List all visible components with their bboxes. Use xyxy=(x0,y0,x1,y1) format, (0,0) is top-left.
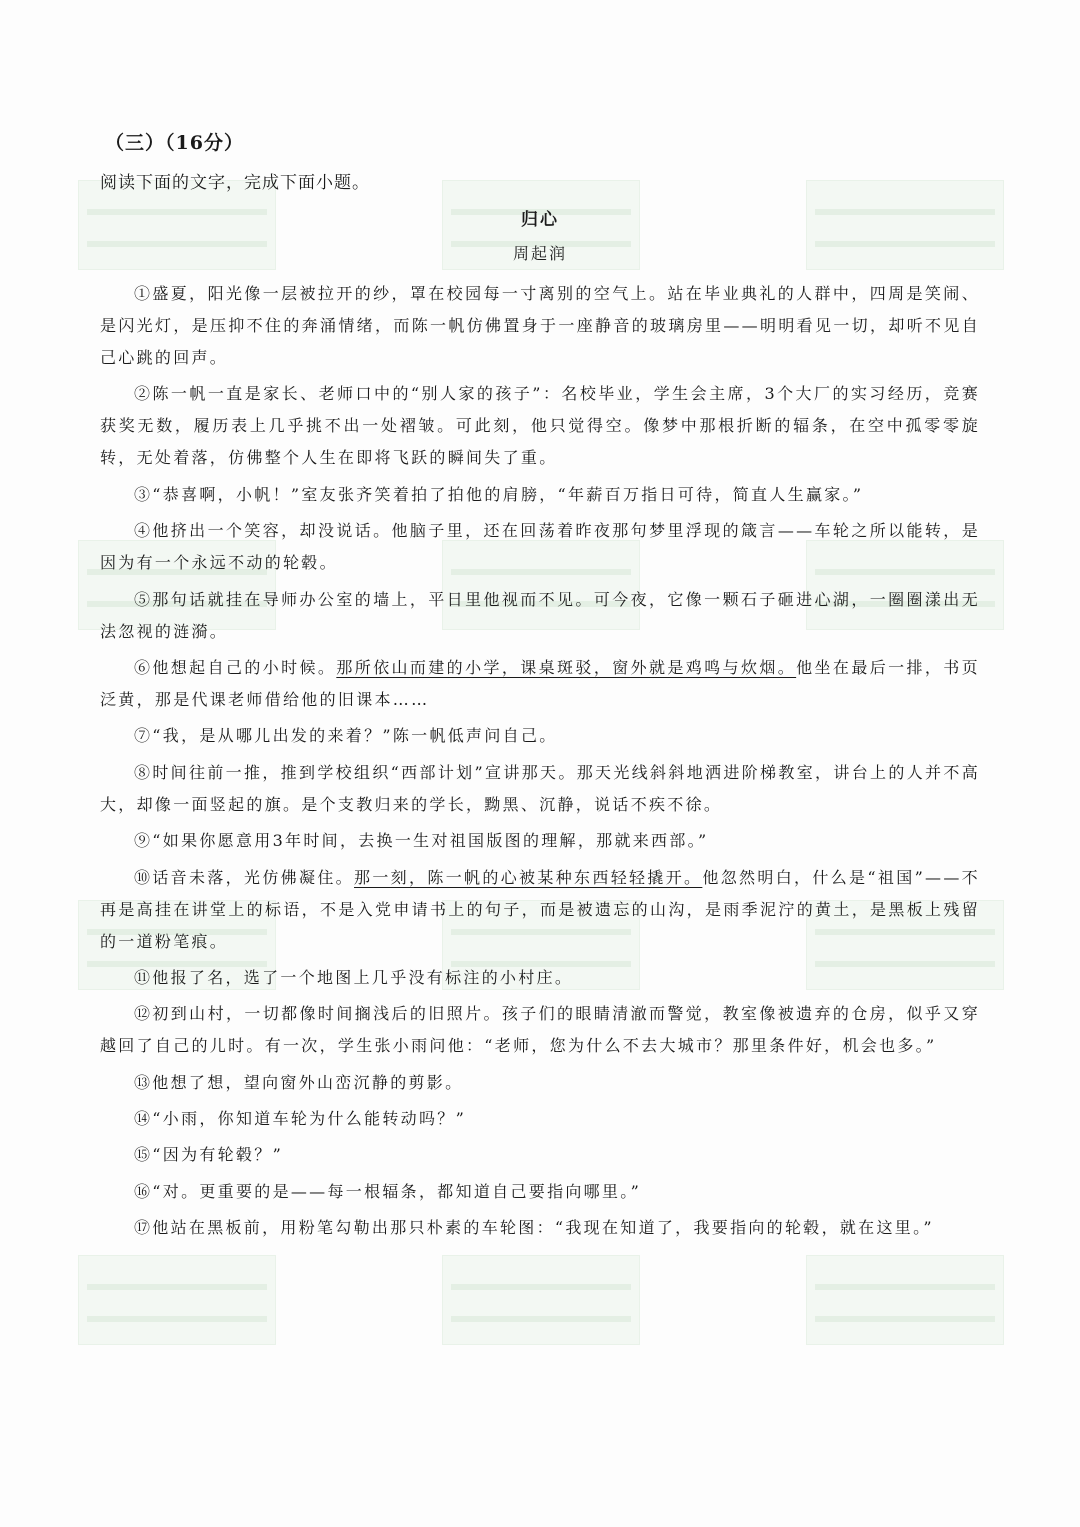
paragraph-text: ⑭“小雨，你知道车轮为什么能转动吗？” xyxy=(134,1109,467,1129)
paragraph xyxy=(100,720,980,752)
underlined-sentence: 那所依山而建的小学，课桌斑驳，窗外就是鸡鸣与炊烟。 xyxy=(336,657,797,677)
paragraph xyxy=(100,1212,980,1244)
paragraph-text: ⑰他站在黑板前，用粉笔勾勒出那只朴素的车轮图：“我现在知道了，我要指向的轮毂，就在这里。” xyxy=(134,1218,934,1238)
paragraph-text: ⑥他想起自己的小时候。 xyxy=(134,657,337,677)
paragraph xyxy=(100,1176,980,1208)
paragraph-text: ⑤那句话就挂在导师办公室的墙上，平日里他视而不见。可今夜，它像一颗石子砸进心湖，一圈圈漾出无法忽视的涟漪。 xyxy=(100,589,980,641)
watermark xyxy=(78,1255,276,1345)
watermark xyxy=(806,1255,1004,1345)
paragraph-text: ⑩话音未落，光仿佛凝住。 xyxy=(134,867,355,887)
paragraph xyxy=(100,1103,980,1135)
paragraph-text: ③“恭喜啊，小帆！”室友张齐笑着拍了拍他的肩膀，“年薪百万指日可待，简直人生赢家。” xyxy=(134,484,864,504)
paragraph xyxy=(100,1139,980,1171)
paragraph xyxy=(100,998,980,1062)
paragraph xyxy=(100,757,980,821)
paragraph xyxy=(100,862,980,958)
instruction-text: 阅读下面的文字，完成下面小题。 xyxy=(100,173,370,193)
reading-passage xyxy=(100,128,980,1249)
paragraph-text: ⑫初到山村，一切都像时间搁浅后的旧照片。孩子们的眼睛清澈而警觉，教室像被遗弃的仓房，似乎又穿越回了自己的儿时。有一次，学生张小雨问他：“老师，您为什么不去大城市？那里条件好，机会也多。” xyxy=(100,1004,980,1056)
paragraph xyxy=(100,962,980,994)
paragraph-text: ⑬他想了想，望向窗外山峦沉静的剪影。 xyxy=(134,1072,464,1092)
paragraph-text: ⑯“对。更重要的是——每一根辐条，都知道自己要指向哪里。” xyxy=(134,1181,642,1201)
paragraph xyxy=(100,584,980,648)
paragraph-text: 他坐在最后一排，书页泛黄，那是代课老师借给他的旧课本…… xyxy=(100,657,980,709)
paragraph xyxy=(100,479,980,511)
paragraph-text: ⑦“我，是从哪儿出发的来着？”陈一帆低声问自己。 xyxy=(134,726,558,746)
paragraph xyxy=(100,515,980,579)
paragraph-text: 他忽然明白，什么是“祖国”——不再是高挂在讲堂上的标语，不是入党申请书上的句子，而是被遗忘的山沟，是雨季泥泞的黄土，是黑板上残留的一道粉笔痕。 xyxy=(100,867,980,951)
paragraph xyxy=(100,825,980,857)
paragraph-text: ①盛夏，阳光像一层被拉开的纱，罩在校园每一寸离别的空气上。站在毕业典礼的人群中，四周是笑闹、是闪光灯，是压抑不住的奔涌情绪，而陈一帆仿佛置身于一座静音的玻璃房里——明明看见一切，却听不见自己心跳的回声。 xyxy=(100,284,980,367)
paragraph xyxy=(100,652,980,716)
paragraph-text: ⑪他报了名，选了一个地图上几乎没有标注的小村庄。 xyxy=(134,967,574,987)
article-author: 周起润 xyxy=(512,244,567,263)
paragraph-text: ⑨“如果你愿意用3年时间，去换一生对祖国版图的理解，那就来西部。” xyxy=(134,831,709,851)
paragraph-text: ④他挤出一个笑容，却没说话。他脑子里，还在回荡着昨夜那句梦里浮现的箴言——车轮之所以能转，是因为有一个永远不动的轮毂。 xyxy=(100,521,980,573)
paragraph-text: ⑮“因为有轮毂？” xyxy=(134,1145,284,1165)
underlined-sentence: 那一刻，陈一帆的心被某种东西轻轻撬开。 xyxy=(354,867,703,887)
paragraph-text: ⑧时间往前一推，推到学校组织“西部计划”宣讲那天。那天光线斜斜地洒进阶梯教室，讲台上的人并不高大，却像一面竖起的旗。是个支教归来的学长，黝黑、沉静，说话不疾不徐。 xyxy=(100,762,980,814)
article-title: 归心 xyxy=(521,210,559,230)
paragraph-text: ②陈一帆一直是家长、老师口中的“别人家的孩子”：名校毕业，学生会主席，3个大厂的实习经历，竞赛获奖无数，履历表上几乎挑不出一处褶皱。可此刻，他只觉得空。像梦中那根折断的辐条，在空中孤零零旋转，无处着落，仿佛整个人生在即将飞跃的瞬间失了重。 xyxy=(100,384,980,468)
paragraph xyxy=(100,1067,980,1099)
article-body xyxy=(100,278,980,1244)
section-heading: （三）（16分） xyxy=(105,132,244,154)
paragraph xyxy=(100,378,980,474)
watermark xyxy=(442,1255,640,1345)
paragraph xyxy=(100,278,980,374)
